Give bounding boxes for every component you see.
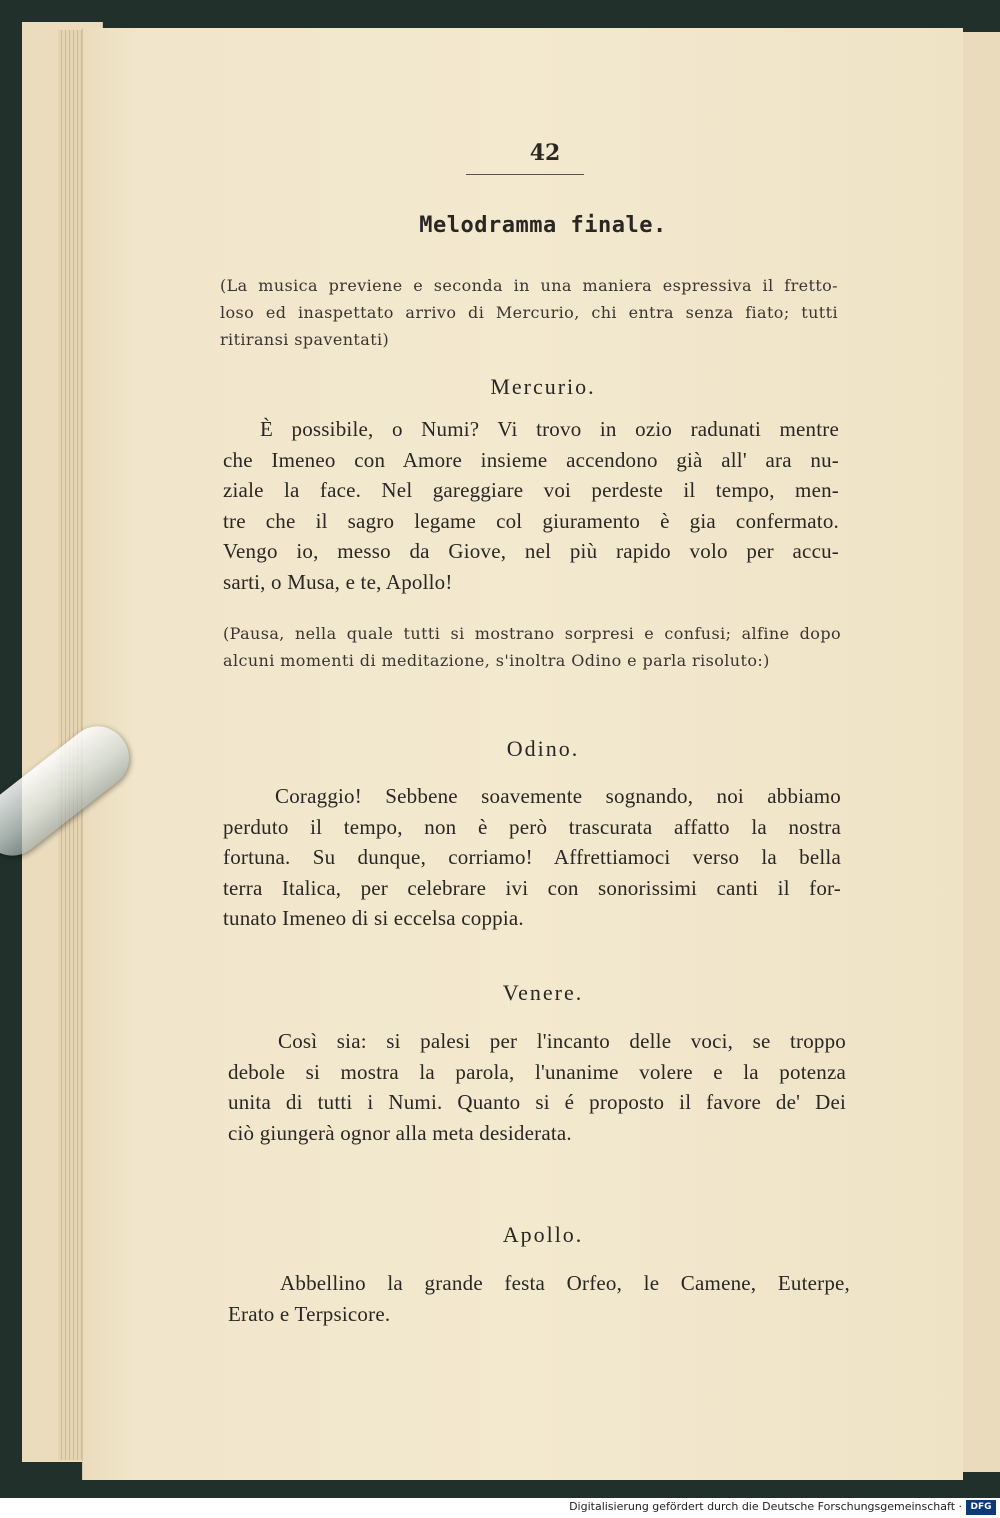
speech-mercurio bbox=[223, 414, 839, 597]
text-line: debole si mostra la parola, l'unanime volere e la potenza bbox=[228, 1059, 846, 1084]
text-line: unita di tutti i Numi. Quanto si é proposto il favore de' Dei bbox=[228, 1090, 846, 1114]
text-line: Erato e Terpsicore. bbox=[228, 1301, 391, 1326]
digitization-footer bbox=[0, 1498, 1000, 1518]
text-line: tre che il sagro legame col giuramento è gia confermato. bbox=[223, 508, 839, 533]
text-line: Coraggio! Sebbene soavemente sognando, noi abbiamo bbox=[275, 784, 841, 808]
text-line: Così sia: si palesi per l'incanto delle voci, se troppo bbox=[278, 1029, 846, 1053]
text-line: (La musica previene e seconda in una maniera espressiva il fretto- bbox=[220, 276, 838, 295]
text-line: Abbellino la grande festa Orfeo, le Camene, Euterpe, bbox=[280, 1271, 850, 1295]
text-line: È possibile, o Numi? Vi trovo in ozio radunati mentre bbox=[260, 417, 839, 441]
speech-odino bbox=[223, 781, 841, 934]
text-line: che Imeneo con Amore insieme accendono già all' ara nu- bbox=[223, 447, 839, 472]
speech-venere bbox=[228, 1026, 846, 1148]
text-line: Vengo io, messo da Giove, nel più rapido volo per accu- bbox=[223, 539, 839, 563]
text-line: fortuna. Su dunque, corriamo! Affrettiamoci verso la bella bbox=[223, 845, 841, 869]
text-line: tunato Imeneo di si eccelsa coppia. bbox=[223, 906, 524, 930]
text-line: (Pausa, nella quale tutti si mostrano sorpresi e confusi; alfine dopo bbox=[223, 624, 841, 643]
speech-apollo bbox=[228, 1268, 850, 1329]
stage-direction-1 bbox=[220, 272, 838, 353]
text-line: sarti, o Musa, e te, Apollo! bbox=[223, 569, 453, 594]
text-line: ritiransi spaventati) bbox=[220, 330, 390, 349]
speaker-venere: Venere. bbox=[502, 980, 584, 1005]
stage-direction-2 bbox=[223, 620, 841, 674]
text-line: terra Italica, per celebrare ivi con sonorissimi canti il for- bbox=[223, 875, 841, 900]
text-line: perduto il tempo, non è però trascurata affatto la nostra bbox=[223, 814, 841, 839]
text-line: alcuni momenti di meditazione, s'inoltra Odino e parla risoluto:) bbox=[223, 651, 770, 670]
footer-credit: Digitalisierung gefördert durch die Deutsche Forschungsgemeinschaft · bbox=[569, 1500, 962, 1513]
section-heading: Melodramma finale. bbox=[419, 213, 667, 238]
dfg-logo-icon: DFG bbox=[966, 1500, 996, 1515]
text-line: ciò giungerà ognor alla meta desiderata. bbox=[228, 1120, 572, 1145]
text-line: ziale la face. Nel gareggiare voi perdeste il tempo, men- bbox=[223, 478, 839, 502]
book-page bbox=[82, 28, 963, 1480]
text-line: loso ed inaspettato arrivo di Mercurio, chi entra senza fiato; tutti bbox=[220, 303, 838, 322]
speaker-odino: Odino. bbox=[506, 736, 580, 761]
page-number-rule bbox=[466, 174, 584, 175]
page-number: 42 bbox=[529, 140, 561, 166]
speaker-mercurio: Mercurio. bbox=[490, 374, 596, 399]
speaker-apollo: Apollo. bbox=[502, 1222, 584, 1247]
